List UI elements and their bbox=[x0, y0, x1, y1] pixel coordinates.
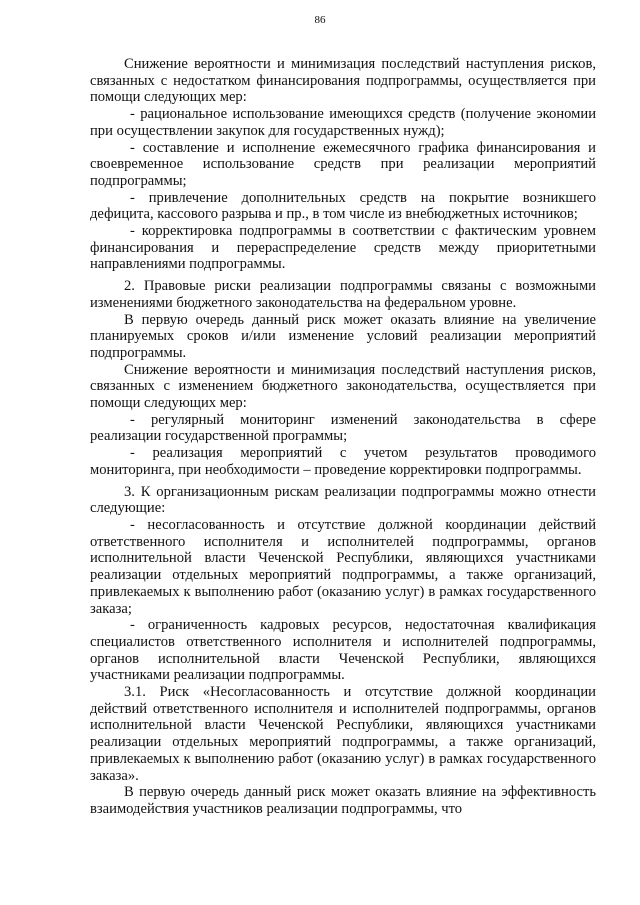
paragraph: В первую очередь данный риск может оказать влияние на эффективность взаимодействия участников реализации подпрограммы, что bbox=[90, 784, 596, 817]
list-item: - несогласованность и отсутствие должной координации действий ответственного исполнителя и исполнителей подпрограммы, органов исполнительной власти Чеченской Республики, являющихся участниками реализации отдельных мероприятий подпрограммы, а также организаций, привлекаемых к выполнению работ (оказанию услуг) в рамках государственного заказа; bbox=[90, 516, 596, 617]
paragraph: Снижение вероятности и минимизация последствий наступления рисков, связанных с недостатком финансирования подпрограммы, осуществляется при помощи следующих мер: bbox=[90, 56, 596, 106]
list-item: - реализация мероприятий с учетом результатов проводимого мониторинга, при необходимости – проведение корректировки подпрограммы. bbox=[90, 445, 596, 478]
paragraph: 3.1. Риск «Несогласованность и отсутствие должной координации действий ответственного исполнителя и исполнителей подпрограммы, органов исполнительной власти Чеченской Республики, являющихся участниками реализации отдельных мероприятий подпрограммы, а также организаций, привлекаемых к выполнению работ (оказанию услуг) в рамках государственного заказа». bbox=[90, 684, 596, 784]
list-item: - привлечение дополнительных средств на покрытие возникшего дефицита, кассового разрыва и пр., в том числе из внебюджетных источников; bbox=[90, 189, 596, 223]
list-item: - регулярный мониторинг изменений законодательства в сфере реализации государственной программы; bbox=[90, 411, 596, 445]
page-number: 86 bbox=[314, 14, 326, 26]
paragraph: В первую очередь данный риск может оказать влияние на увеличение планируемых сроков и/или изменение условий реализации мероприятий подпрограммы. bbox=[90, 311, 596, 361]
paragraph: 2. Правовые риски реализации подпрограммы связаны с возможными изменениями бюджетного законодательства на федеральном уровне. bbox=[90, 278, 596, 311]
document-body bbox=[90, 56, 596, 818]
list-item: - ограниченность кадровых ресурсов, недостаточная квалификация специалистов ответственного исполнителя и исполнителей подпрограммы, органов исполнительной власти Чеченской Республики, являющихся участниками реализации подпрограммы. bbox=[90, 617, 596, 684]
paragraph: Снижение вероятности и минимизация последствий наступления рисков, связанных с изменением бюджетного законодательства, осуществляется при помощи следующих мер: bbox=[90, 361, 596, 412]
list-item: - рациональное использование имеющихся средств (получение экономии при осуществлении закупок для государственных нужд); bbox=[90, 106, 596, 139]
list-item: - составление и исполнение ежемесячного графика финансирования и своевременное использование средств при реализации мероприятий подпрограммы; bbox=[90, 139, 596, 189]
list-item: - корректировка подпрограммы в соответствии с фактическим уровнем финансирования и перераспределение средств между приоритетными направлениями подпрограммы. bbox=[90, 223, 596, 273]
paragraph: 3. К организационным рискам реализации подпрограммы можно отнести следующие: bbox=[90, 483, 596, 517]
